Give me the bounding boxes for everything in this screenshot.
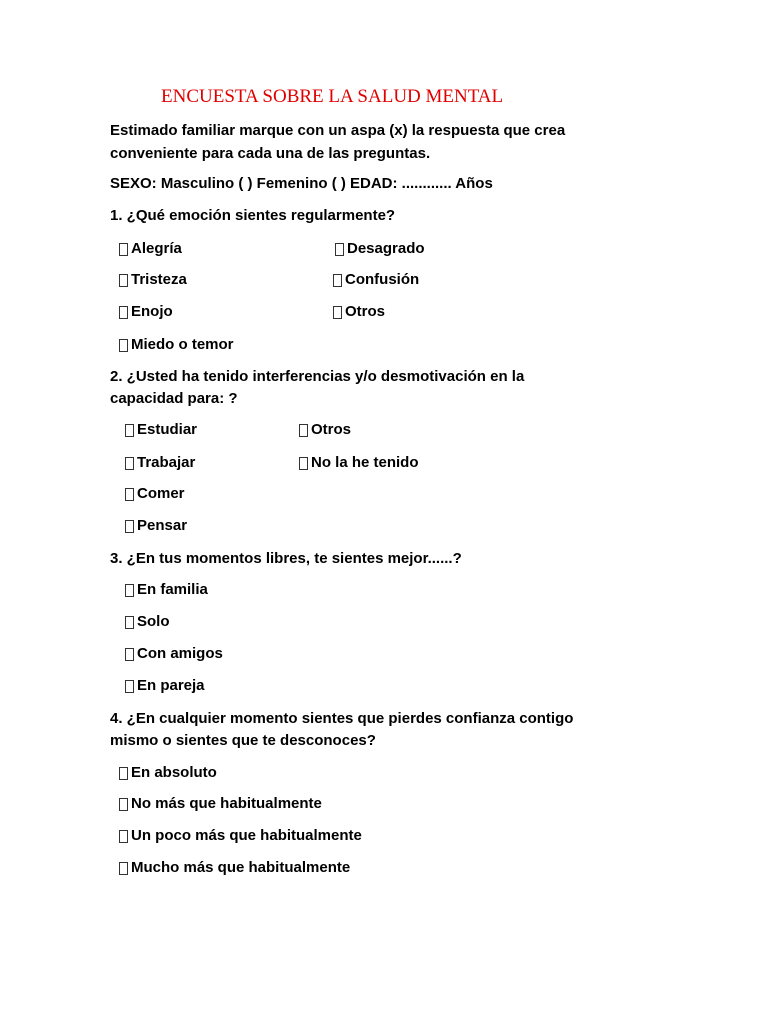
checkbox-icon[interactable] — [335, 243, 344, 256]
option-label: Con amigos — [137, 645, 223, 662]
option-label: Trabajar — [137, 454, 196, 471]
checkbox-icon[interactable] — [125, 616, 134, 629]
q4-option-en-absoluto[interactable] — [119, 763, 217, 783]
checkbox-icon[interactable] — [125, 424, 134, 437]
question-3: 3. ¿En tus momentos libres, te sientes mejor......? — [110, 550, 462, 567]
q3-option-en-pareja[interactable] — [125, 676, 205, 696]
question-4-line-1: 4. ¿En cualquier momento sientes que pierdes confianza contigo — [110, 710, 574, 727]
page-title: ENCUESTA SOBRE LA SALUD MENTAL — [161, 86, 504, 107]
option-label: Desagrado — [347, 240, 425, 257]
demographics-line: SEXO: Masculino ( ) Femenino ( ) EDAD: ............ Años — [110, 175, 493, 192]
q2-option-no-la-he-tenido[interactable] — [299, 453, 419, 473]
q2-option-otros[interactable] — [299, 420, 351, 440]
checkbox-icon[interactable] — [125, 520, 134, 533]
q4-option-no-mas[interactable] — [119, 794, 322, 814]
q2-option-pensar[interactable] — [125, 516, 187, 536]
checkbox-icon[interactable] — [119, 862, 128, 875]
option-label: Alegría — [131, 240, 182, 257]
checkbox-icon[interactable] — [299, 457, 308, 470]
option-label: No más que habitualmente — [131, 795, 322, 812]
checkbox-icon[interactable] — [125, 457, 134, 470]
question-4-line-2: mismo o sientes que te desconoces? — [110, 732, 376, 749]
option-label: Solo — [137, 613, 170, 630]
q1-option-alegria[interactable] — [119, 239, 182, 259]
checkbox-icon[interactable] — [333, 274, 342, 287]
question-1: 1. ¿Qué emoción sientes regularmente? — [110, 207, 396, 224]
option-label: Estudiar — [137, 421, 198, 438]
checkbox-icon[interactable] — [125, 680, 134, 693]
option-label: En absoluto — [131, 764, 217, 781]
checkbox-icon[interactable] — [119, 339, 128, 352]
q3-option-con-amigos[interactable] — [125, 644, 223, 664]
checkbox-icon[interactable] — [125, 584, 134, 597]
option-label: Mucho más que habitualmente — [131, 859, 351, 876]
q3-option-en-familia[interactable] — [125, 580, 208, 600]
q1-option-desagrado[interactable] — [335, 239, 425, 259]
option-label: No la he tenido — [311, 454, 419, 471]
checkbox-icon[interactable] — [125, 648, 134, 661]
option-label: Miedo o temor — [131, 336, 234, 353]
question-2-line-1: 2. ¿Usted ha tenido interferencias y/o desmotivación en la — [110, 368, 525, 385]
q3-option-solo[interactable] — [125, 612, 170, 632]
q1-option-miedo[interactable] — [119, 335, 234, 355]
q2-option-estudiar[interactable] — [125, 420, 197, 440]
option-label: Otros — [345, 303, 386, 320]
q4-option-mucho-mas[interactable] — [119, 858, 350, 878]
checkbox-icon[interactable] — [119, 306, 128, 319]
option-label: En pareja — [137, 677, 205, 694]
option-label: Enojo — [131, 303, 173, 320]
intro-line-1: Estimado familiar marque con un aspa (x) la respuesta que crea — [110, 122, 566, 139]
q1-option-enojo[interactable] — [119, 302, 173, 322]
option-label: En familia — [137, 581, 208, 598]
option-label: Tristeza — [131, 271, 187, 288]
q2-option-trabajar[interactable] — [125, 453, 195, 473]
checkbox-icon[interactable] — [119, 767, 128, 780]
option-label: Otros — [311, 421, 352, 438]
checkbox-icon[interactable] — [119, 798, 128, 811]
checkbox-icon[interactable] — [119, 274, 128, 287]
option-label: Comer — [137, 485, 185, 502]
checkbox-icon[interactable] — [333, 306, 342, 319]
question-2-line-2: capacidad para: ? — [110, 390, 238, 407]
q2-option-comer[interactable] — [125, 484, 185, 504]
q1-option-confusion[interactable] — [333, 270, 419, 290]
intro-line-2: conveniente para cada una de las preguntas. — [110, 145, 431, 162]
checkbox-icon[interactable] — [119, 830, 128, 843]
q1-option-otros[interactable] — [333, 302, 385, 322]
option-label: Un poco más que habitualmente — [131, 827, 362, 844]
checkbox-icon[interactable] — [119, 243, 128, 256]
checkbox-icon[interactable] — [299, 424, 308, 437]
q1-option-tristeza[interactable] — [119, 270, 187, 290]
option-label: Confusión — [345, 271, 420, 288]
q4-option-un-poco-mas[interactable] — [119, 826, 362, 846]
option-label: Pensar — [137, 517, 188, 534]
checkbox-icon[interactable] — [125, 488, 134, 501]
